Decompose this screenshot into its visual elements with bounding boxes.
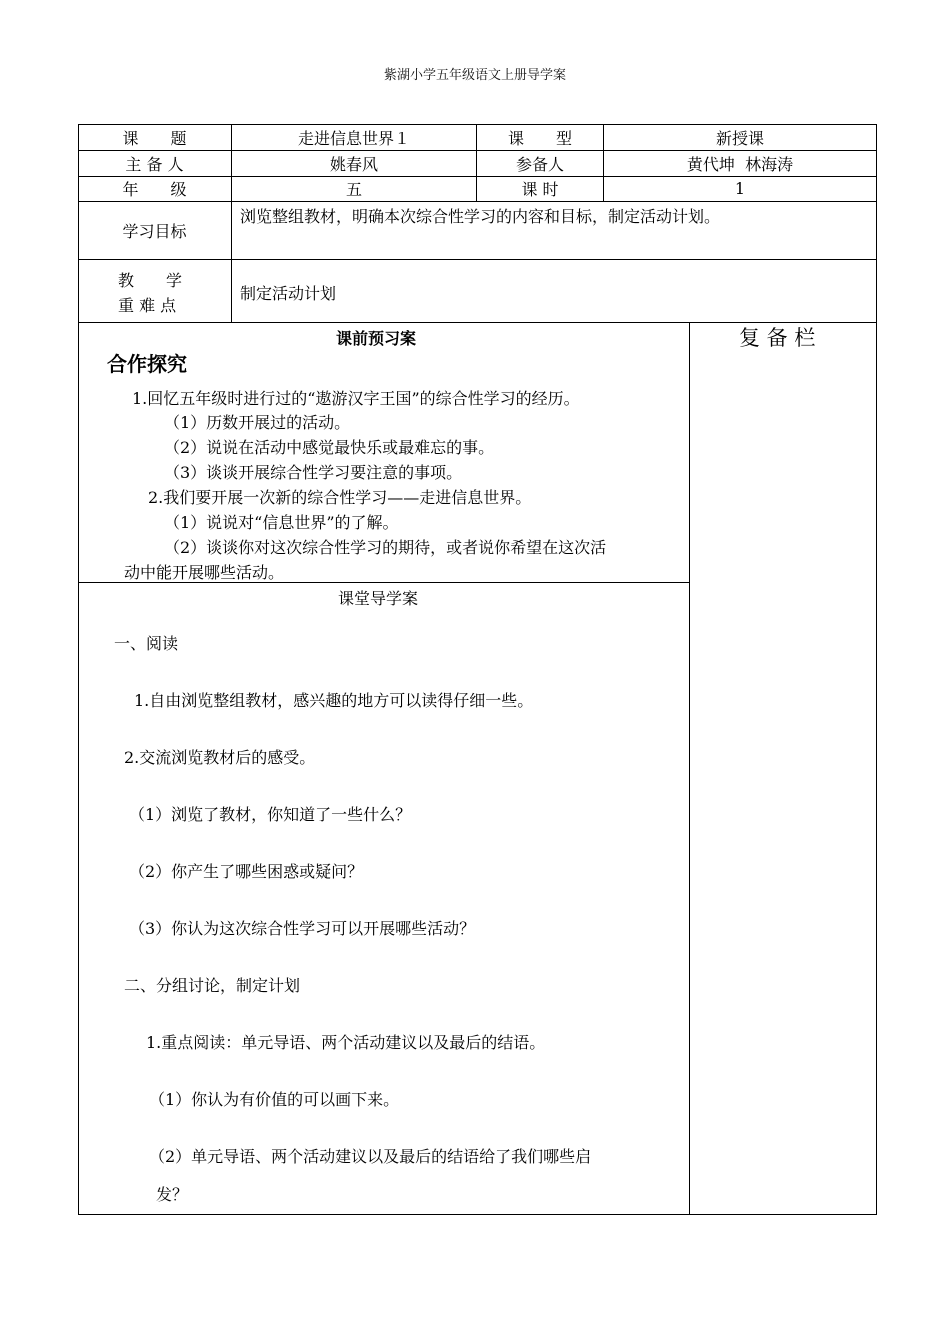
label-lesson-type: 课 型	[507, 128, 572, 148]
value-lesson-type: 新授课	[715, 128, 764, 148]
classroom-line: 1.自由浏览整组教材，感兴趣的地方可以读得仔细一些。	[134, 691, 534, 710]
classroom-line: 1.重点阅读：单元导语、两个活动建议以及最后的结语。	[146, 1033, 546, 1052]
preview-section-title: 课前预习案	[336, 329, 417, 348]
preview-line: （3）谈谈开展综合性学习要注意的事项。	[164, 463, 463, 482]
classroom-line: （1）浏览了教材，你知道了一些什么？	[129, 805, 412, 824]
preview-line: （1）历数开展过的活动。	[164, 413, 351, 432]
classroom-line: 发？	[156, 1185, 189, 1204]
value-difficulty: 制定活动计划	[240, 284, 337, 303]
table-border-right	[876, 124, 877, 1215]
table-border-bottom	[78, 1214, 877, 1215]
label-topic: 课 题	[122, 128, 187, 148]
value-grade: 五	[345, 180, 362, 199]
page-header-title: 紫湖小学五年级语文上册导学案	[383, 68, 566, 83]
classroom-line: （1）你认为有价值的可以画下来。	[149, 1090, 400, 1109]
classroom-line: 一、阅读	[114, 634, 179, 653]
label-difficulty-line1: 教 学	[118, 271, 183, 290]
preview-subtitle: 合作探究	[107, 352, 187, 376]
classroom-line: （2）你产生了哪些困惑或疑问？	[129, 862, 364, 881]
label-grade: 年 级	[122, 180, 187, 199]
label-learning-goal: 学习目标	[122, 222, 187, 241]
label-difficulty-line2: 重 难 点	[118, 296, 177, 315]
preview-line: （2）说说在活动中感觉最快乐或最难忘的事。	[164, 438, 495, 457]
value-co-preparers: 黄代坤 林海涛	[686, 154, 794, 174]
label-periods: 课 时	[521, 180, 559, 199]
label-co-preparers: 参备人	[515, 154, 564, 174]
value-learning-goal: 浏览整组教材，明确本次综合性学习的内容和目标，制定活动计划。	[240, 207, 721, 226]
classroom-line: （3）你认为这次综合性学习可以开展哪些活动？	[129, 919, 476, 938]
preview-line: 2.我们要开展一次新的综合性学习——走进信息世界。	[148, 488, 532, 507]
preview-line: 动中能开展哪些活动。	[124, 563, 285, 582]
preview-line: 1.回忆五年级时进行过的“遨游汉字王国”的综合性学习的经历。	[132, 389, 580, 408]
classroom-line: 2.交流浏览教材后的感受。	[124, 748, 316, 767]
classroom-line: （2）单元导语、两个活动建议以及最后的结语给了我们哪些启	[149, 1147, 592, 1166]
review-column-title: 复 备 栏	[739, 326, 816, 350]
table-border-left	[78, 124, 79, 1215]
review-column-divider	[689, 322, 690, 1214]
lesson-plan-table	[78, 124, 877, 1215]
row-divider	[78, 259, 877, 260]
value-periods: 1	[734, 179, 746, 198]
preview-line: （2）谈谈你对这次综合性学习的期待，或者说你希望在这次活	[164, 538, 607, 557]
preview-line: （1）说说对“信息世界”的了解。	[164, 513, 399, 532]
classroom-line: 二、分组讨论，制定计划	[124, 976, 301, 995]
value-topic: 走进信息世界１	[297, 128, 410, 148]
label-lead-preparer: 主 备 人	[125, 154, 184, 174]
classroom-section-title: 课堂导学案	[338, 589, 419, 608]
value-lead-preparer: 姚春风	[329, 154, 378, 174]
